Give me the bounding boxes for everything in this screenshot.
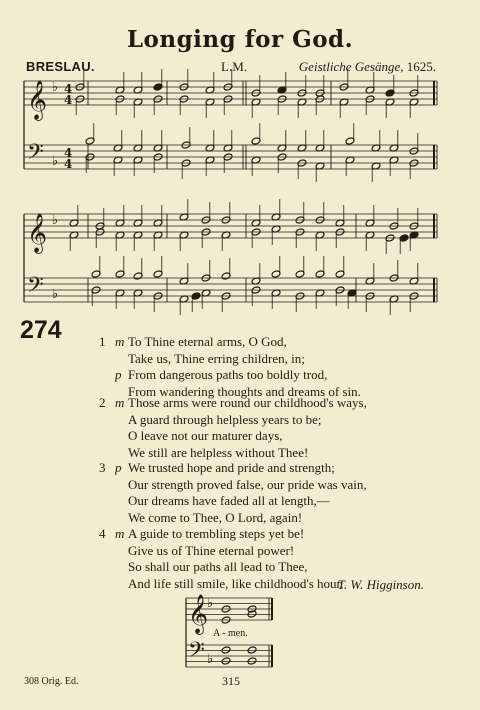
verse-number: 1	[99, 334, 106, 349]
verse-line	[100, 367, 361, 384]
dynamic-marking: p	[115, 367, 122, 382]
verse-line	[100, 445, 367, 462]
original-edition-number: 308 Orig. Ed.	[24, 676, 79, 687]
verse-3	[100, 460, 367, 526]
flat-sign: ♭	[52, 154, 59, 169]
verse-line	[100, 576, 343, 593]
flat-sign: ♭	[207, 652, 214, 667]
verse-line-text: We still are helpless without Thee!	[128, 444, 309, 460]
verse-line	[100, 559, 343, 576]
verse-line	[100, 510, 367, 527]
verse-line-text: From dangerous paths too boldly trod,	[128, 367, 328, 382]
flat-sign: ♭	[52, 80, 59, 95]
treble-clef: 𝄞	[27, 213, 48, 253]
time-signature-bottom: 4	[64, 93, 73, 107]
verse-line-text: Our dreams have faded all at length,—	[128, 493, 330, 508]
music-score	[0, 0, 480, 320]
verse-line-text: Give us of Thine eternal power!	[128, 542, 295, 558]
hymn-title: Longing for God.	[126, 26, 354, 53]
flat-sign: ♭	[52, 213, 59, 228]
verse-line	[100, 543, 343, 560]
bass-clef: 𝄢	[188, 638, 205, 668]
verse-line	[100, 493, 367, 510]
verse-line-text: Take us, Thine erring children, in;	[128, 350, 305, 366]
verse-line	[100, 428, 367, 445]
verse-1	[100, 334, 361, 400]
verse-line-text: And life still smile, like childhood's hour.	[128, 575, 344, 591]
dynamic-marking: m	[115, 334, 125, 349]
bass-clef: 𝄢	[27, 273, 44, 303]
verse-line	[100, 460, 367, 477]
tune-name: BRESLAU.	[26, 59, 95, 74]
flat-sign: ♭	[52, 287, 59, 302]
verse-line-text: O leave not our maturer days,	[128, 428, 283, 443]
hymn-number: 274	[20, 316, 62, 344]
verse-line	[100, 412, 367, 429]
verse-line-text: To Thine eternal arms, O God,	[128, 334, 287, 349]
verse-line	[100, 477, 367, 494]
time-signature-top: 4	[64, 146, 73, 160]
dynamic-marking: m	[115, 526, 125, 541]
verse-line-text: So shall our paths all lead to Thee,	[128, 559, 308, 574]
half-note	[221, 657, 231, 665]
verse-line	[100, 351, 361, 368]
treble-clef: 𝄞	[27, 80, 48, 120]
half-note	[247, 646, 257, 654]
verse-line-text: We come to Thee, O Lord, again!	[128, 509, 303, 525]
half-note	[221, 605, 231, 613]
half-note	[221, 646, 231, 654]
verse-line-text: Our strength proved false, our pride was vain,	[128, 476, 367, 492]
half-note	[247, 610, 257, 618]
verse-line	[100, 526, 343, 543]
hymn-meter: L.M.	[221, 59, 247, 74]
amen-label: A - men.	[213, 628, 248, 639]
time-signature-top: 4	[64, 82, 73, 96]
hymn-author: T. W. Higginson.	[337, 577, 424, 592]
half-note	[221, 616, 231, 624]
dynamic-marking: p	[115, 460, 122, 475]
source-title: Geistliche Gesänge	[298, 59, 401, 74]
verse-line-text: Those arms were round our childhood's ways,	[128, 395, 367, 410]
verse-line-text: A guard through helpless years to be;	[128, 411, 322, 427]
dynamic-marking: m	[115, 395, 125, 410]
verse-line	[100, 395, 367, 412]
half-note	[247, 657, 257, 665]
source-year: , 1625.	[400, 59, 436, 74]
verse-number: 2	[99, 395, 106, 410]
verse-4	[100, 526, 343, 592]
bass-clef: 𝄢	[27, 140, 44, 170]
time-signature-bottom: 4	[64, 157, 73, 171]
treble-clef: 𝄞	[188, 594, 209, 634]
verse-line-text: We trusted hope and pride and strength;	[128, 460, 335, 475]
verse-number: 4	[99, 526, 106, 541]
verse-line-text: From wandering thoughts and dreams of sin.	[128, 383, 361, 399]
verse-line	[100, 334, 361, 351]
page-number: 315	[222, 674, 240, 688]
half-note	[247, 605, 257, 613]
verse-number: 3	[99, 460, 106, 475]
flat-sign: ♭	[207, 596, 214, 611]
verse-2	[100, 395, 367, 461]
verse-line-text: A guide to trembling steps yet be!	[128, 526, 305, 541]
